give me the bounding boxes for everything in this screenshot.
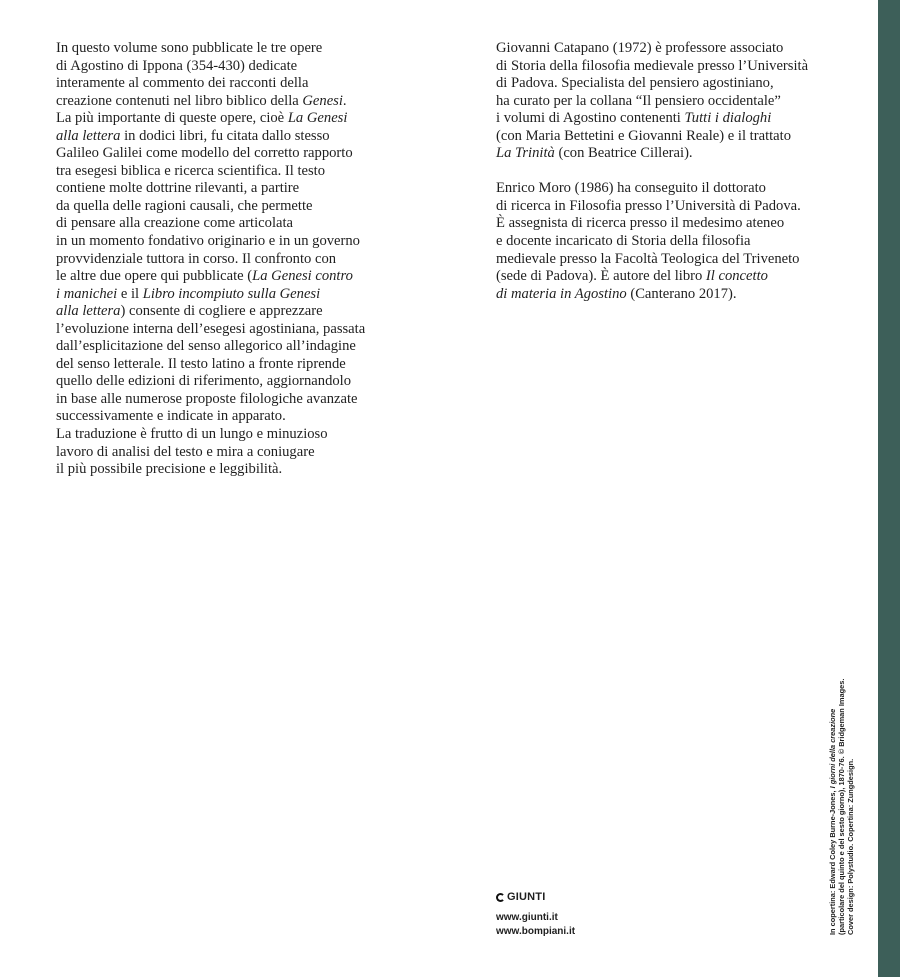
text-line: in base alle numerose proposte filologiche avanzate bbox=[56, 390, 358, 407]
text-line: interamente al commento dei racconti della bbox=[56, 75, 309, 92]
text-line: e docente incaricato di Storia della filosofia bbox=[496, 232, 751, 249]
text-line: da quella delle ragioni causali, che permette bbox=[56, 197, 313, 214]
cover-credits bbox=[828, 645, 855, 935]
text-line: Enrico Moro (1986) ha conseguito il dottorato bbox=[496, 180, 766, 197]
credits-line-1: In copertina: Edward Coley Burne-Jones, I giorni della creazione bbox=[828, 708, 837, 935]
website-bompiani: www.bompiani.it bbox=[496, 926, 576, 937]
text-line: La traduzione è frutto di un lungo e minuzioso bbox=[56, 426, 328, 443]
book-description bbox=[56, 40, 406, 479]
text-line: in un momento fondativo originario e in un governo bbox=[56, 233, 360, 250]
text-line: di Padova. Specialista del pensiero agostiniano, bbox=[496, 75, 774, 92]
text-line: del senso letterale. Il testo latino a fronte riprende bbox=[56, 355, 346, 372]
text-line: i volumi di Agostino contenenti Tutti i dialoghi bbox=[496, 110, 772, 127]
website-giunti: www.giunti.it bbox=[496, 912, 558, 923]
text-line: di Agostino di Ippona (354-430) dedicate bbox=[56, 57, 298, 74]
text-line: di ricerca in Filosofia presso l’Università di Padova. bbox=[496, 197, 801, 214]
text-line: di pensare alla creazione come articolata bbox=[56, 215, 294, 232]
giunti-logo bbox=[496, 891, 545, 903]
text-line: (sede di Padova). È autore del libro Il concetto bbox=[496, 268, 768, 285]
text-line: tra esegesi biblica e ricerca scientifica. Il testo bbox=[56, 162, 326, 179]
text-line: ha curato per la collana “Il pensiero occidentale” bbox=[496, 92, 781, 109]
text-line: Giovanni Catapano (1972) è professore associato bbox=[496, 40, 784, 56]
text-line: (con Maria Bettetini e Giovanni Reale) e il trattato bbox=[496, 127, 792, 144]
author-bios bbox=[496, 40, 846, 303]
text-line: provvidenziale tuttora in corso. Il confronto con bbox=[56, 250, 337, 267]
text-line: creazione contenuti nel libro biblico della Genesi. bbox=[56, 92, 347, 109]
text-line: i manichei e il Libro incompiuto sulla Genesi bbox=[56, 285, 321, 302]
giunti-g-icon bbox=[496, 893, 505, 902]
description-text bbox=[56, 40, 406, 479]
text-line: alla lettera) consente di cogliere e apprezzare bbox=[56, 303, 323, 320]
text-line: contiene molte dottrine rilevanti, a partire bbox=[56, 180, 300, 197]
bio-catapano bbox=[496, 40, 846, 163]
text-line: l’evoluzione interna dell’esegesi agostiniana, passata bbox=[56, 320, 366, 337]
text-line: dall’esplicitazione del senso allegorico all’indagine bbox=[56, 338, 356, 355]
text-line: alla lettera in dodici libri, fu citata dallo stesso bbox=[56, 127, 330, 144]
text-line: di materia in Agostino (Canterano 2017). bbox=[496, 285, 737, 302]
giunti-logo-text: GIUNTI bbox=[507, 891, 546, 903]
text-line: In questo volume sono pubblicate le tre opere bbox=[56, 40, 323, 56]
text-line: medievale presso la Facoltà Teologica del Triveneto bbox=[496, 250, 800, 267]
cover-spine-strip bbox=[878, 0, 900, 977]
credits-line-3: Cover design: Polystudio. Copertina: Zungdesign. bbox=[846, 758, 855, 935]
credits-line-2: (particolare del quinto e del sesto giorno), 1870-76. © Bridgeman Images. bbox=[837, 678, 846, 935]
text-line: È assegnista di ricerca presso il medesimo ateneo bbox=[496, 215, 785, 232]
text-line: Galileo Galilei come modello del corretto rapporto bbox=[56, 145, 353, 162]
text-line: il più possibile precisione e leggibilità. bbox=[56, 461, 283, 478]
text-line: successivamente e indicate in apparato. bbox=[56, 408, 286, 425]
text-line: La Trinità (con Beatrice Cillerai). bbox=[496, 145, 693, 162]
bio-moro bbox=[496, 180, 846, 303]
text-line: quello delle edizioni di riferimento, aggiornandolo bbox=[56, 373, 352, 390]
text-line: di Storia della filosofia medievale presso l’Università bbox=[496, 57, 809, 74]
text-line: lavoro di analisi del testo e mira a coniugare bbox=[56, 443, 315, 460]
text-line: le altre due opere qui pubblicate (La Genesi contro bbox=[56, 268, 353, 285]
text-line: La più importante di queste opere, cioè La Genesi bbox=[56, 110, 348, 127]
